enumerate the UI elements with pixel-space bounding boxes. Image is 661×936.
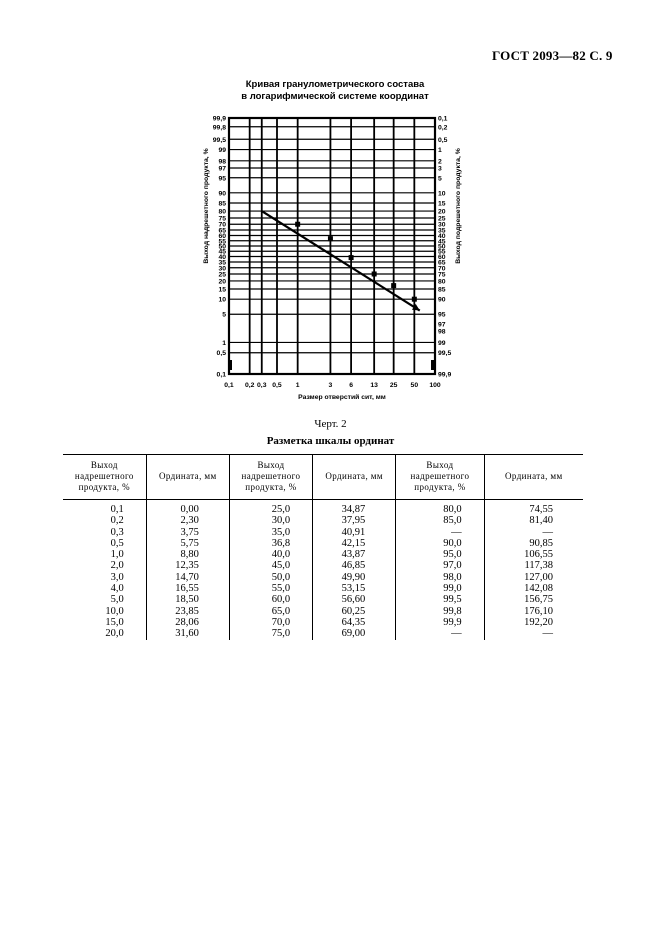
table-cell: 8,80 [146, 549, 229, 560]
table-title: Разметка шкалы ординат [266, 435, 395, 447]
y-right-tick-label: 90 [438, 296, 446, 304]
y-left-tick-label: 5 [222, 311, 226, 319]
y-right-tick-label: 40 [438, 232, 446, 240]
table-cell: — [484, 527, 583, 538]
x-tick-label: 50 [410, 382, 419, 389]
y-left-tick-label: 0,1 [216, 371, 226, 379]
col-header-yield-2: Выход надрешетного продукта, % [229, 455, 312, 500]
table-cell: 75,0 [229, 628, 312, 639]
y-right-tick-label: 25 [438, 215, 446, 223]
table-cell: 69,00 [313, 628, 396, 639]
table-cell: 85,0 [396, 515, 484, 526]
y-right-tick-label: 0,5 [438, 136, 448, 144]
table-cell: 0,5 [110, 537, 124, 549]
y-right-tick-label: 99 [438, 339, 446, 347]
data-point [328, 236, 333, 241]
table-cell: — [396, 527, 484, 538]
x-axis-label: Размер отверстий сит, мм [298, 394, 386, 401]
table-cell: 98,0 [396, 572, 484, 583]
y-left-tick-label: 95 [218, 175, 226, 183]
data-point [295, 222, 300, 227]
x-tick-label: 1 [295, 382, 300, 389]
y-right-tick-label: 20 [438, 208, 446, 216]
y-right-tick-label: 15 [438, 200, 446, 208]
y-left-tick-label: 99,5 [212, 136, 226, 144]
y-left-tick-label: 45 [218, 248, 226, 256]
y-left-tick-label: 70 [218, 221, 226, 229]
y-left-tick-label: 60 [218, 232, 226, 240]
table-cell: 106,55 [484, 549, 583, 560]
table-cell: 35,0 [229, 527, 312, 538]
table-cell: 127,00 [484, 572, 583, 583]
table-cell: 65,0 [229, 606, 312, 617]
table-cell: 99,9 [396, 617, 484, 628]
y-left-tick-label: 99,9 [212, 115, 226, 123]
data-point [412, 297, 417, 302]
col-header-yield-1: Выход надрешетного продукта, % [63, 455, 146, 500]
corner-marker-left [228, 360, 232, 370]
y-right-tick-label: 85 [438, 286, 446, 294]
table-cell: 90,0 [396, 538, 484, 549]
table-cell: 40,91 [313, 527, 396, 538]
y-right-tick-label: 65 [438, 259, 446, 267]
y-left-tick-label: 55 [218, 238, 226, 246]
table-row [63, 515, 583, 526]
table-cell: 16,55 [146, 583, 229, 594]
table-row [63, 560, 583, 571]
table-cell: 18,50 [146, 594, 229, 605]
table-cell: 45,0 [229, 560, 312, 571]
y-left-tick-label: 20 [218, 278, 226, 286]
table-cell: 80,0 [396, 500, 484, 516]
table-cell: 30,0 [229, 515, 312, 526]
table-cell: 14,70 [146, 572, 229, 583]
y-right-tick-label: 30 [438, 221, 446, 229]
table-cell: 12,35 [146, 560, 229, 571]
page-header: ГОСТ 2093—82 С. 9 [492, 48, 613, 63]
fit-line [262, 211, 420, 310]
y-right-tick-label: 45 [438, 238, 446, 246]
y-left-tick-label: 40 [218, 254, 226, 262]
x-tick-label: 25 [389, 382, 398, 389]
y-left-tick-label: 75 [218, 215, 226, 223]
table-cell: 25,0 [229, 500, 312, 516]
chart-title-line-2: в логарифмической системе координат [241, 91, 429, 102]
table-cell: 36,8 [229, 538, 312, 549]
table-cell: 46,85 [313, 560, 396, 571]
table-cell: 95,0 [396, 549, 484, 560]
y-right-tick-label: 60 [438, 254, 446, 262]
data-point [372, 271, 377, 276]
table-cell: 99,5 [396, 594, 484, 605]
y-left-tick-label: 1 [222, 339, 226, 347]
y-right-tick-label: 3 [438, 165, 442, 173]
table-cell: 23,85 [146, 606, 229, 617]
y-left-tick-label: 25 [218, 271, 226, 279]
y-left-tick-label: 99 [218, 147, 226, 155]
table-cell: 97,0 [396, 560, 484, 571]
table-cell: 37,95 [313, 515, 396, 526]
x-tick-label: 13 [370, 382, 378, 389]
chart-title-line-1: Кривая гранулометрического состава [245, 79, 425, 90]
table-row [63, 606, 583, 617]
table-row [63, 500, 583, 516]
col-header-ordinate-2: Ордината, мм [313, 455, 396, 500]
table-cell: 56,60 [313, 594, 396, 605]
x-tick-label: 3 [328, 382, 333, 389]
table-cell: 81,40 [484, 515, 583, 526]
table-cell: 99,0 [396, 583, 484, 594]
y-right-axis-label: Выход подрешетного продукта, % [455, 148, 462, 264]
table-row [63, 628, 583, 639]
table-cell: 2,30 [146, 515, 229, 526]
y-right-tick-label: 10 [438, 190, 446, 198]
table-cell: 0,2 [110, 515, 124, 527]
table-cell: 142,08 [484, 583, 583, 594]
table-cell: 117,38 [484, 560, 583, 571]
table-cell: 20,0 [105, 628, 124, 640]
table-cell: 176,10 [484, 606, 583, 617]
table-body [63, 500, 583, 640]
y-left-tick-label: 97 [218, 165, 226, 173]
y-left-tick-label: 90 [218, 190, 226, 198]
table-row [63, 594, 583, 605]
chart-caption: Черт. 2 [314, 418, 347, 430]
y-right-tick-label: 97 [438, 321, 446, 329]
y-left-tick-label: 35 [218, 259, 226, 267]
y-right-tick-label: 80 [438, 278, 446, 286]
x-tick-label: 0,3 [257, 382, 267, 389]
y-right-tick-label: 55 [438, 248, 446, 256]
table-cell: 10,0 [105, 605, 124, 617]
col-header-ordinate-3: Ордината, мм [484, 455, 583, 500]
y-right-tick-label: 98 [438, 328, 446, 336]
table-header-row [63, 455, 583, 500]
table-cell: 3,0 [110, 571, 124, 583]
x-tick-label: 0,2 [244, 382, 255, 389]
table-cell: 99,8 [396, 606, 484, 617]
table-cell: 49,90 [313, 572, 396, 583]
table-cell: 70,0 [229, 617, 312, 628]
y-left-tick-label: 85 [218, 200, 226, 208]
y-left-tick-label: 98 [218, 158, 226, 166]
table-cell: 5,75 [146, 538, 229, 549]
y-left-axis-label: Выход надрешетного продукта, % [203, 148, 210, 264]
y-left-tick-label: 0,5 [216, 350, 226, 358]
y-right-tick-label: 50 [438, 243, 446, 251]
table-cell: 40,0 [229, 549, 312, 560]
table-cell: 2,0 [110, 560, 124, 572]
table-cell: 34,87 [313, 500, 396, 516]
table-cell: 15,0 [105, 616, 124, 628]
y-left-tick-label: 15 [218, 286, 226, 294]
table-cell: 60,0 [229, 594, 312, 605]
table-row [63, 617, 583, 628]
table-cell: 1,0 [110, 549, 124, 561]
y-left-tick-label: 30 [218, 265, 226, 273]
table-row [63, 527, 583, 538]
y-right-tick-label: 2 [438, 158, 442, 166]
table-row [63, 572, 583, 583]
ordinate-scale-table [63, 454, 583, 640]
table-cell: 28,06 [146, 617, 229, 628]
table-cell: 3,75 [146, 527, 229, 538]
table-row [63, 583, 583, 594]
table-row [63, 538, 583, 549]
table-cell: 4,0 [110, 583, 124, 595]
table-row [63, 549, 583, 560]
y-right-tick-label: 5 [438, 175, 442, 183]
y-right-tick-label: 99,9 [438, 371, 452, 379]
table-cell: 0,3 [110, 526, 124, 538]
table-cell: — [484, 628, 583, 639]
y-right-tick-label: 1 [438, 147, 442, 155]
x-tick-label: 0,5 [272, 382, 282, 389]
table-cell: 31,60 [146, 628, 229, 639]
table-cell: 42,15 [313, 538, 396, 549]
table-cell: 64,35 [313, 617, 396, 628]
y-left-tick-label: 10 [218, 296, 226, 304]
y-right-tick-label: 0,1 [438, 115, 448, 123]
y-right-tick-label: 95 [438, 311, 446, 319]
granulometric-chart [170, 72, 490, 412]
table-cell: — [396, 628, 484, 639]
table-cell: 156,75 [484, 594, 583, 605]
y-right-tick-label: 35 [438, 227, 446, 235]
chart-svg [170, 72, 490, 412]
y-right-tick-label: 99,5 [438, 350, 452, 358]
table-cell: 60,25 [313, 606, 396, 617]
y-left-tick-label: 99,8 [212, 124, 226, 132]
col-header-yield-3: Выход надрешетного продукта, % [396, 455, 484, 500]
y-right-tick-label: 75 [438, 271, 446, 279]
y-right-tick-label: 0,2 [438, 124, 448, 132]
table-cell: 53,15 [313, 583, 396, 594]
table-cell: 0,1 [110, 504, 124, 515]
table-cell: 55,0 [229, 583, 312, 594]
table-cell: 90,85 [484, 538, 583, 549]
table-cell: 0,00 [146, 500, 229, 516]
y-left-tick-label: 65 [218, 227, 226, 235]
x-tick-label: 6 [349, 382, 353, 389]
data-point [391, 283, 396, 288]
data-point [349, 255, 354, 260]
table-cell: 50,0 [229, 572, 312, 583]
col-header-ordinate-1: Ордината, мм [146, 455, 229, 500]
y-left-tick-label: 80 [218, 208, 226, 216]
x-tick-label: 0,1 [224, 382, 234, 389]
y-right-tick-label: 70 [438, 265, 446, 273]
table-cell: 192,20 [484, 617, 583, 628]
corner-marker-right [431, 360, 436, 370]
table-cell: 43,87 [313, 549, 396, 560]
table-cell: 74,55 [484, 500, 583, 516]
y-left-tick-label: 50 [218, 243, 226, 251]
table-cell: 5,0 [110, 594, 124, 606]
x-tick-label: 100 [429, 382, 441, 389]
